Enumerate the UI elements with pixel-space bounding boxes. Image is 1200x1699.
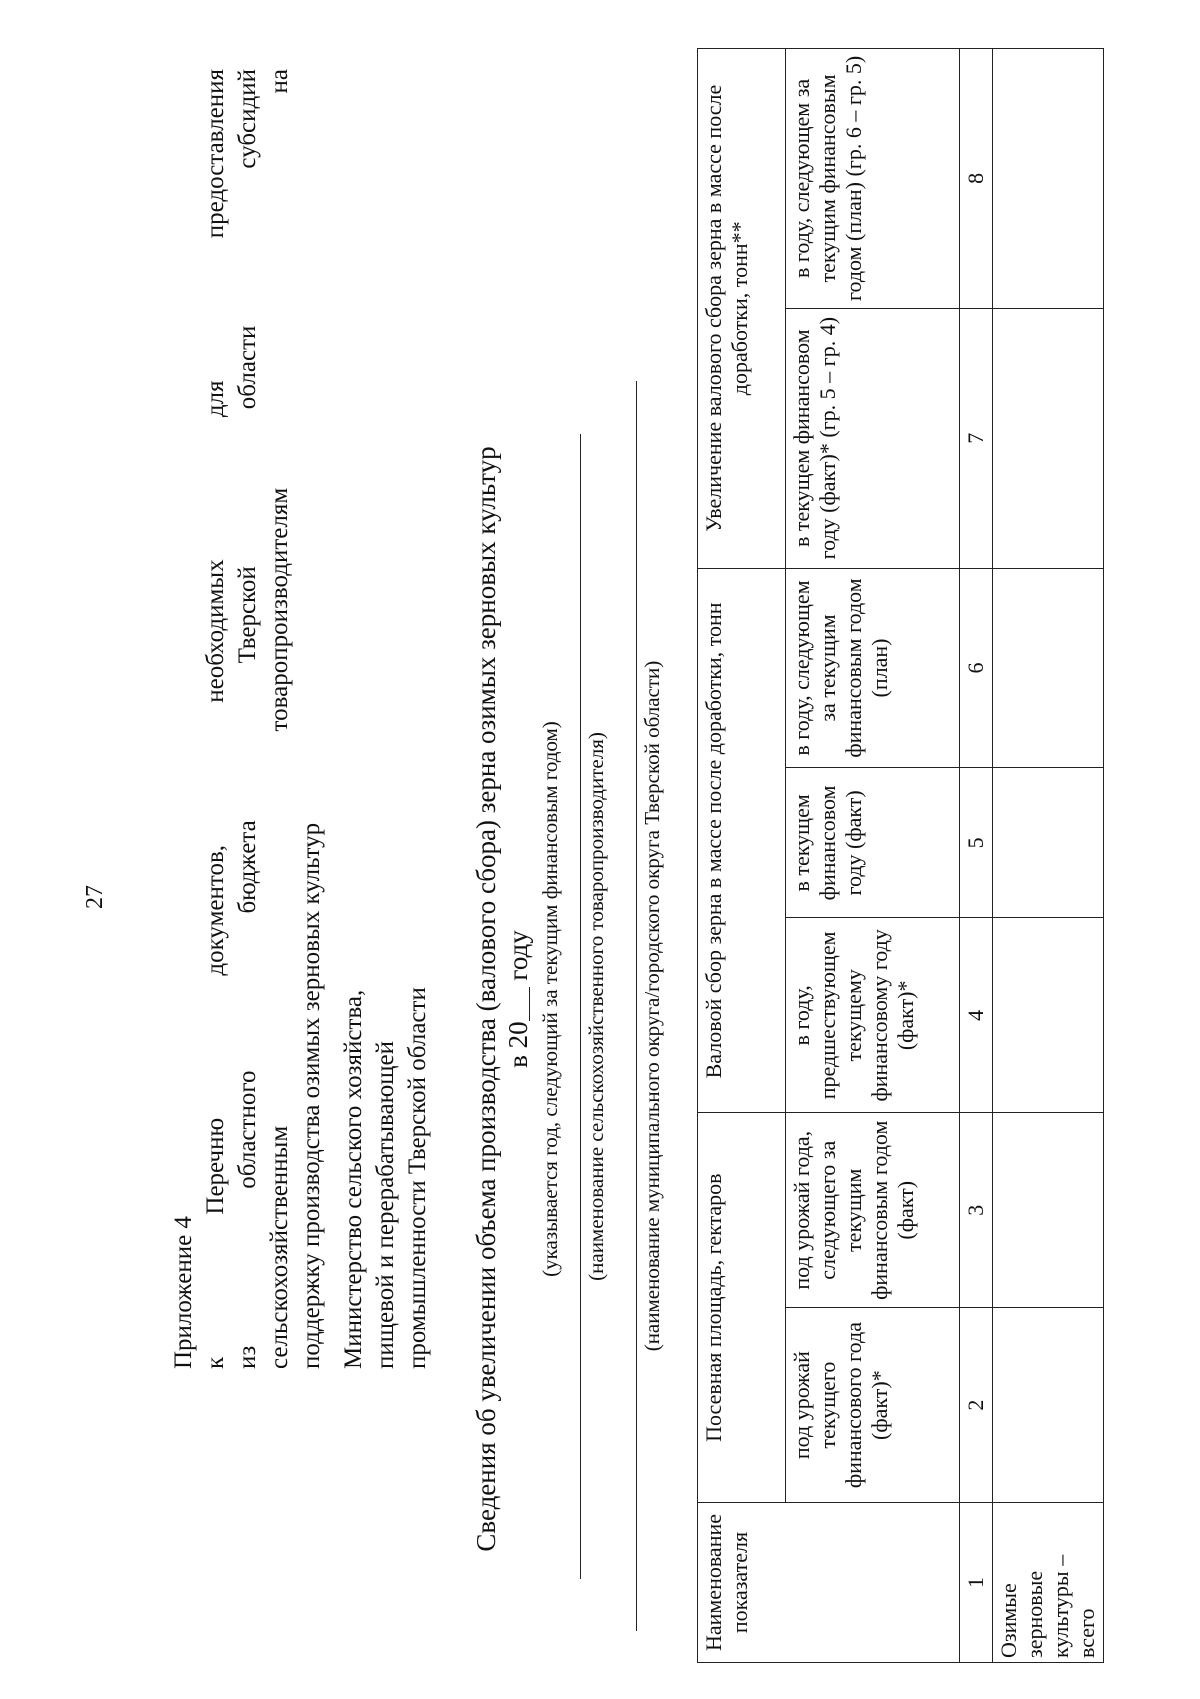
annex-line-3: сельскохозяйственным товаропроизводителям на bbox=[266, 69, 293, 1369]
data-table bbox=[697, 48, 1104, 1663]
producer-fill-line bbox=[580, 434, 581, 1579]
table-row bbox=[993, 49, 1104, 1663]
document-title bbox=[470, 369, 566, 1629]
page-number: 27 bbox=[82, 885, 108, 909]
colnum-6: 6 bbox=[960, 568, 993, 768]
cell-6[interactable] bbox=[993, 568, 1104, 768]
header-sown-area: Посевная площадь, гектаров bbox=[698, 1113, 786, 1503]
cell-8[interactable] bbox=[993, 49, 1104, 309]
subheader-col-8: в году, следующем за текущим финансовым годом (план) (гр. 6 – гр. 5) bbox=[786, 49, 960, 309]
cell-5[interactable] bbox=[993, 768, 1104, 918]
subheader-col-4: в году, предшествующем текущему финансовому году (факт)* bbox=[786, 918, 960, 1113]
year-note: (указывается год, следующий за текущим финансовым годом) bbox=[538, 721, 562, 1277]
colnum-1: 1 bbox=[960, 1503, 993, 1663]
header-indicator: Наименование показателя bbox=[698, 1503, 960, 1663]
column-numbers-row bbox=[960, 49, 993, 1663]
ministry-line-2: пищевой и перерабатывающей bbox=[372, 1040, 399, 1369]
annex-line-1: к Перечню документов, необходимых для предоставления bbox=[202, 69, 229, 1369]
subheader-col-2: под урожай текущего финансового года (факт)* bbox=[786, 1308, 960, 1503]
title-line-1: Сведения об увеличении объема производства (валового сбора) зерна озимых зерновых культур bbox=[471, 446, 501, 1552]
colnum-4: 4 bbox=[960, 918, 993, 1113]
subheader-col-7: в текущем финансовом году (факт)* (гр. 5 – гр. 4) bbox=[786, 308, 960, 568]
producer-caption: (наименование сельскохозяйственного товаропроизводителя) bbox=[584, 732, 608, 1281]
title-line-2 bbox=[502, 369, 534, 1629]
subheader-col-5: в текущем финансовом году (факт) bbox=[786, 768, 960, 918]
year-suffix: году bbox=[503, 930, 533, 981]
colnum-8: 8 bbox=[960, 49, 993, 309]
year-blank bbox=[529, 987, 530, 1021]
municipality-caption: (наименование муниципального округа/городского округа Тверской области) bbox=[640, 660, 664, 1352]
cell-4[interactable] bbox=[993, 918, 1104, 1113]
subheader-col-3: под урожай года, следующего за текущим финансовым годом (факт) bbox=[786, 1113, 960, 1308]
annex-title: Приложение 4 bbox=[170, 1216, 197, 1369]
header-increase: Увеличение валового сбора зерна в массе после доработки, тонн** bbox=[698, 49, 786, 569]
ministry-block bbox=[338, 987, 434, 1369]
colnum-2: 2 bbox=[960, 1308, 993, 1503]
cell-3[interactable] bbox=[993, 1113, 1104, 1308]
header-gross-harvest: Валовой сбор зерна в массе после доработки, тонн bbox=[698, 568, 786, 1113]
colnum-7: 7 bbox=[960, 308, 993, 568]
annex-line-2: из областного бюджета Тверской области субсидий bbox=[234, 69, 261, 1369]
municipality-fill-line bbox=[636, 381, 637, 1631]
annex-line-4: поддержку производства озимых зерновых культур bbox=[298, 822, 325, 1369]
cell-2[interactable] bbox=[993, 1308, 1104, 1503]
colnum-5: 5 bbox=[960, 768, 993, 918]
year-prefix: в 20 bbox=[503, 1021, 533, 1068]
subheader-col-6: в году, следующем за текущим финансовым годом (план) bbox=[786, 568, 960, 768]
ministry-line-3: промышленности Тверской области bbox=[404, 987, 431, 1369]
ministry-line-1: Министерство сельского хозяйства, bbox=[340, 989, 367, 1369]
row-label: Озимые зерновые культуры – всего bbox=[993, 1503, 1104, 1663]
cell-7[interactable] bbox=[993, 308, 1104, 568]
annex-block bbox=[168, 69, 328, 1369]
colnum-3: 3 bbox=[960, 1113, 993, 1308]
